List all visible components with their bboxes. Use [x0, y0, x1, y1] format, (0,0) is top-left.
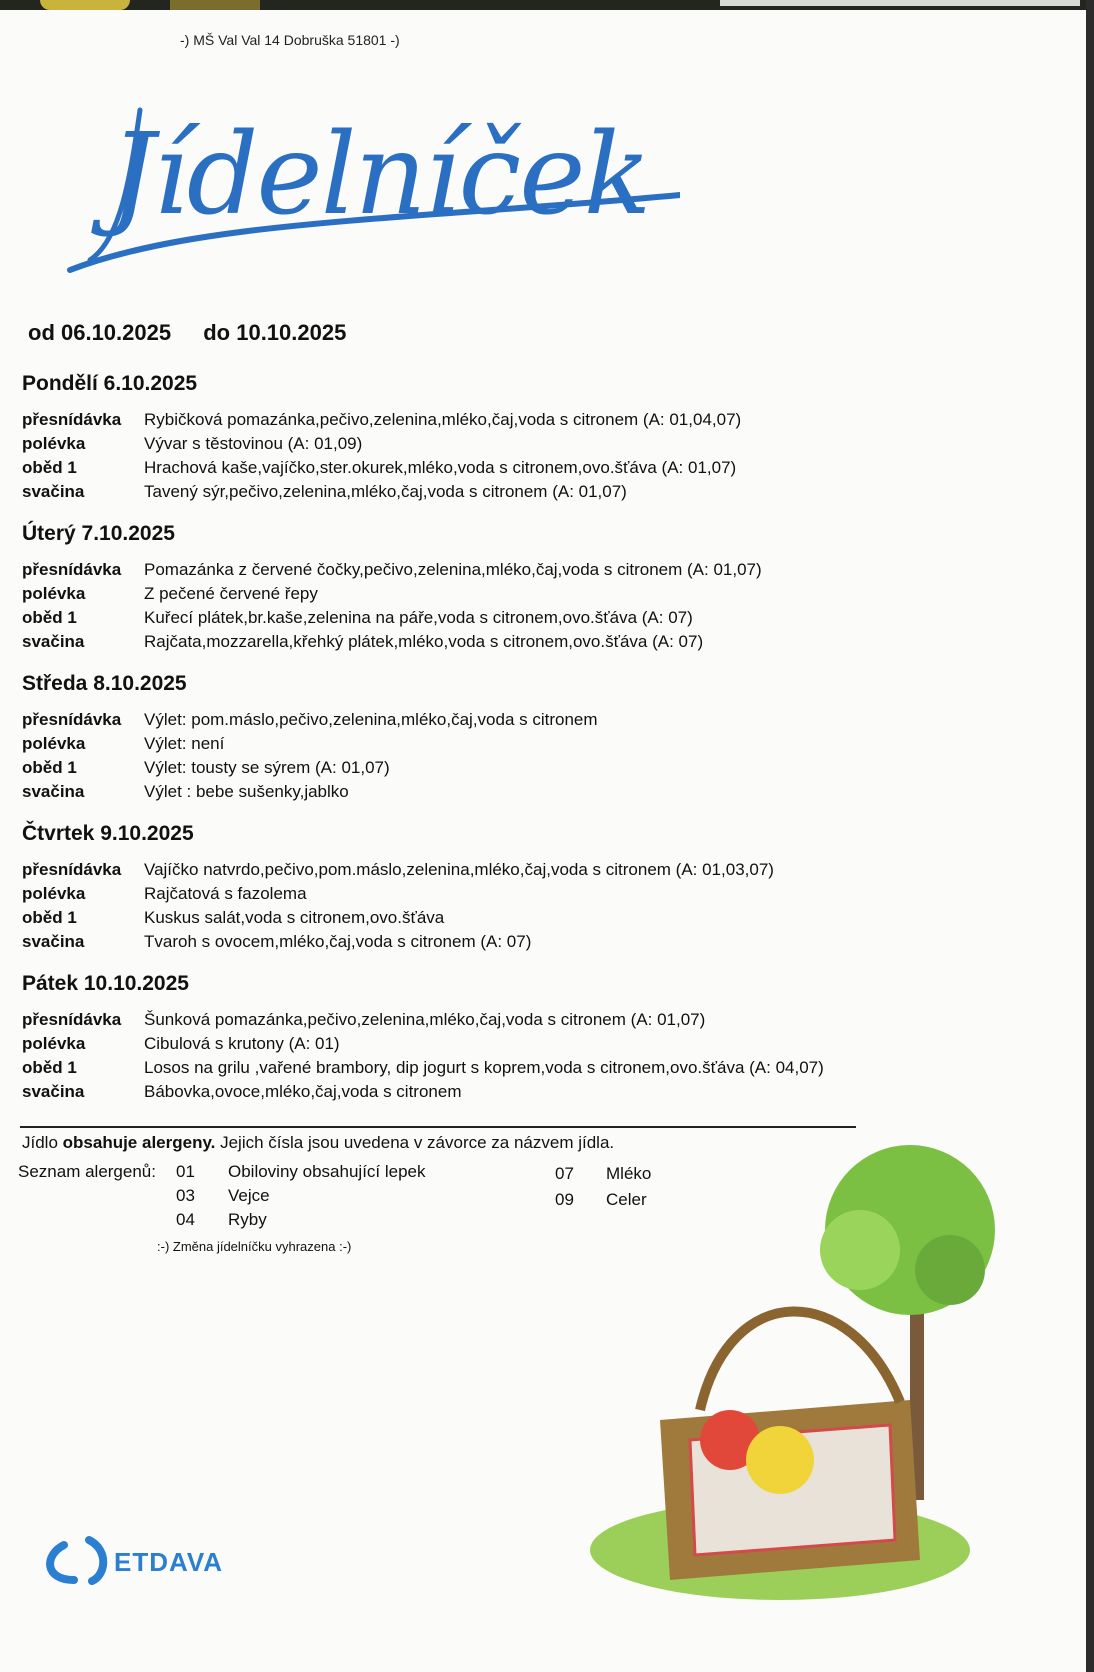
date-from: od 06.10.2025	[28, 320, 172, 345]
meal-text: Výlet: není	[144, 734, 225, 753]
meal-text: Rajčatová s fazolema	[144, 884, 307, 903]
meal-label: oběd 1	[22, 908, 77, 927]
day-section-monday	[22, 372, 741, 504]
strip-decoration	[720, 0, 1080, 6]
meal-label: svačina	[22, 932, 85, 951]
allergen-code: 04	[176, 1210, 195, 1229]
allergen-code: 09	[555, 1190, 574, 1209]
meal-label: oběd 1	[22, 458, 77, 477]
meal-text: Losos na grilu ,vařené brambory, dip jogurt s koprem,voda s citronem,ovo.šťáva (A: 04,07)	[144, 1058, 824, 1077]
meal-label: přesnídávka	[22, 710, 122, 729]
meal-label: polévka	[22, 584, 86, 603]
allergen-name: Obiloviny obsahující lepek	[228, 1162, 426, 1181]
day-section-tuesday	[22, 522, 762, 654]
meal-text: Cibulová s krutony (A: 01)	[144, 1034, 340, 1053]
menu-row	[22, 1008, 824, 1032]
meal-label: přesnídávka	[22, 1010, 122, 1029]
date-to: do 10.10.2025	[203, 320, 347, 345]
meal-label: oběd 1	[22, 608, 77, 627]
allergen-code: 03	[176, 1186, 195, 1205]
menu-row	[22, 1080, 824, 1104]
meal-text: Kuřecí plátek,br.kaše,zelenina na páře,voda s citronem,ovo.šťáva (A: 07)	[144, 608, 693, 627]
meal-text: Rajčata,mozzarella,křehký plátek,mléko,voda s citronem,ovo.šťáva (A: 07)	[144, 632, 704, 651]
school-header: -) MŠ Val Val 14 Dobruška 51801 -)	[180, 32, 400, 48]
day-section-wednesday	[22, 672, 598, 804]
strip-decoration	[40, 0, 130, 10]
menu-row	[22, 408, 741, 432]
meal-text: Z pečené červené řepy	[144, 584, 318, 603]
meal-label: polévka	[22, 884, 86, 903]
meal-text: Vajíčko natvrdo,pečivo,pom.máslo,zelenina,mléko,čaj,voda s citronem (A: 01,03,07)	[144, 860, 774, 879]
note-pre: Jídlo	[22, 1133, 63, 1152]
footnote: :-) Změna jídelníčku vyhrazena :-)	[157, 1239, 352, 1254]
menu-row	[22, 1032, 824, 1056]
meal-text: Pomazánka z červené čočky,pečivo,zelenina,mléko,čaj,voda s citronem (A: 01,07)	[144, 560, 762, 579]
meal-label: přesnídávka	[22, 860, 122, 879]
menu-row	[22, 882, 774, 906]
meal-text: Tavený sýr,pečivo,zelenina,mléko,čaj,voda s citronem (A: 01,07)	[144, 482, 627, 501]
menu-row	[22, 1056, 824, 1080]
menu-row	[22, 756, 598, 780]
date-range	[28, 320, 372, 346]
meal-label: svačina	[22, 482, 85, 501]
menu-row	[22, 630, 762, 654]
meal-label: oběd 1	[22, 1058, 77, 1077]
note-bold: obsahuje alergeny.	[62, 1133, 216, 1152]
menu-row	[22, 780, 598, 804]
meal-text: Vývar s těstovinou (A: 01,09)	[144, 434, 363, 453]
menu-row	[22, 606, 762, 630]
meal-label: přesnídávka	[22, 410, 122, 429]
logo-swoosh-icon	[44, 1535, 114, 1585]
day-section-thursday	[22, 822, 774, 954]
menu-row	[22, 858, 774, 882]
day-title: Úterý 7.10.2025	[22, 522, 175, 545]
menu-row	[22, 432, 741, 456]
menu-row	[22, 906, 774, 930]
meal-label: svačina	[22, 782, 85, 801]
picnic-illustration	[580, 1140, 1010, 1600]
meal-text: Šunková pomazánka,pečivo,zelenina,mléko,čaj,voda s citronem (A: 01,07)	[144, 1010, 706, 1029]
meal-label: polévka	[22, 734, 86, 753]
menu-row	[22, 480, 741, 504]
divider	[20, 1126, 856, 1128]
menu-row	[22, 708, 598, 732]
page-title	[60, 70, 680, 300]
meal-label: polévka	[22, 434, 86, 453]
meal-text: Výlet: tousty se sýrem (A: 01,07)	[144, 758, 390, 777]
meal-text: Rybičková pomazánka,pečivo,zelenina,mléko,čaj,voda s citronem (A: 01,04,07)	[144, 410, 742, 429]
page-edge	[1086, 0, 1094, 1672]
meal-text: Výlet: pom.máslo,pečivo,zelenina,mléko,čaj,voda s citronem	[144, 710, 598, 729]
fruit	[746, 1426, 814, 1494]
meal-label: svačina	[22, 1082, 85, 1101]
meal-text: Kuskus salát,voda s citronem,ovo.šťáva	[144, 908, 445, 927]
allergen-note	[22, 1133, 614, 1153]
allergen-name: Vejce	[228, 1186, 270, 1205]
allergen-code: 01	[176, 1162, 195, 1181]
meal-text: Hrachová kaše,vajíčko,ster.okurek,mléko,voda s citronem,ovo.šťáva (A: 01,07)	[144, 458, 737, 477]
day-title: Pátek 10.10.2025	[22, 972, 189, 995]
day-section-friday	[22, 972, 824, 1104]
menu-row	[22, 558, 762, 582]
allergen-name: Mléko	[606, 1164, 652, 1183]
basket-handle	[700, 1311, 900, 1410]
meal-label: přesnídávka	[22, 560, 122, 579]
note-post: Jejich čísla jsou uvedena v závorce za názvem jídla.	[215, 1133, 615, 1152]
meal-text: Výlet : bebe sušenky,jablko	[144, 782, 349, 801]
title-text: Jídelníček	[110, 110, 650, 240]
allergen-name: Ryby	[228, 1210, 267, 1229]
allergen-name: Celer	[606, 1190, 647, 1209]
meal-text: Bábovka,ovoce,mléko,čaj,voda s citronem	[144, 1082, 462, 1101]
strip-decoration	[170, 0, 260, 10]
menu-row	[22, 930, 774, 954]
meal-text: Tvaroh s ovocem,mléko,čaj,voda s citronem (A: 07)	[144, 932, 532, 951]
tree-crown	[820, 1210, 900, 1290]
tree-crown	[915, 1235, 985, 1305]
day-title: Středa 8.10.2025	[22, 672, 187, 695]
menu-row	[22, 732, 598, 756]
allergen-code: 07	[555, 1164, 574, 1183]
allergen-label: Seznam alergenů:	[18, 1162, 156, 1181]
meal-label: polévka	[22, 1034, 86, 1053]
menu-row	[22, 456, 741, 480]
day-title: Čtvrtek 9.10.2025	[22, 822, 194, 845]
meal-label: svačina	[22, 632, 85, 651]
logo-text: ETDAVA	[114, 1547, 224, 1577]
menu-row	[22, 582, 762, 606]
meal-label: oběd 1	[22, 758, 77, 777]
top-photo-strip	[0, 0, 1094, 10]
logo	[44, 1535, 224, 1585]
day-title: Pondělí 6.10.2025	[22, 372, 198, 395]
